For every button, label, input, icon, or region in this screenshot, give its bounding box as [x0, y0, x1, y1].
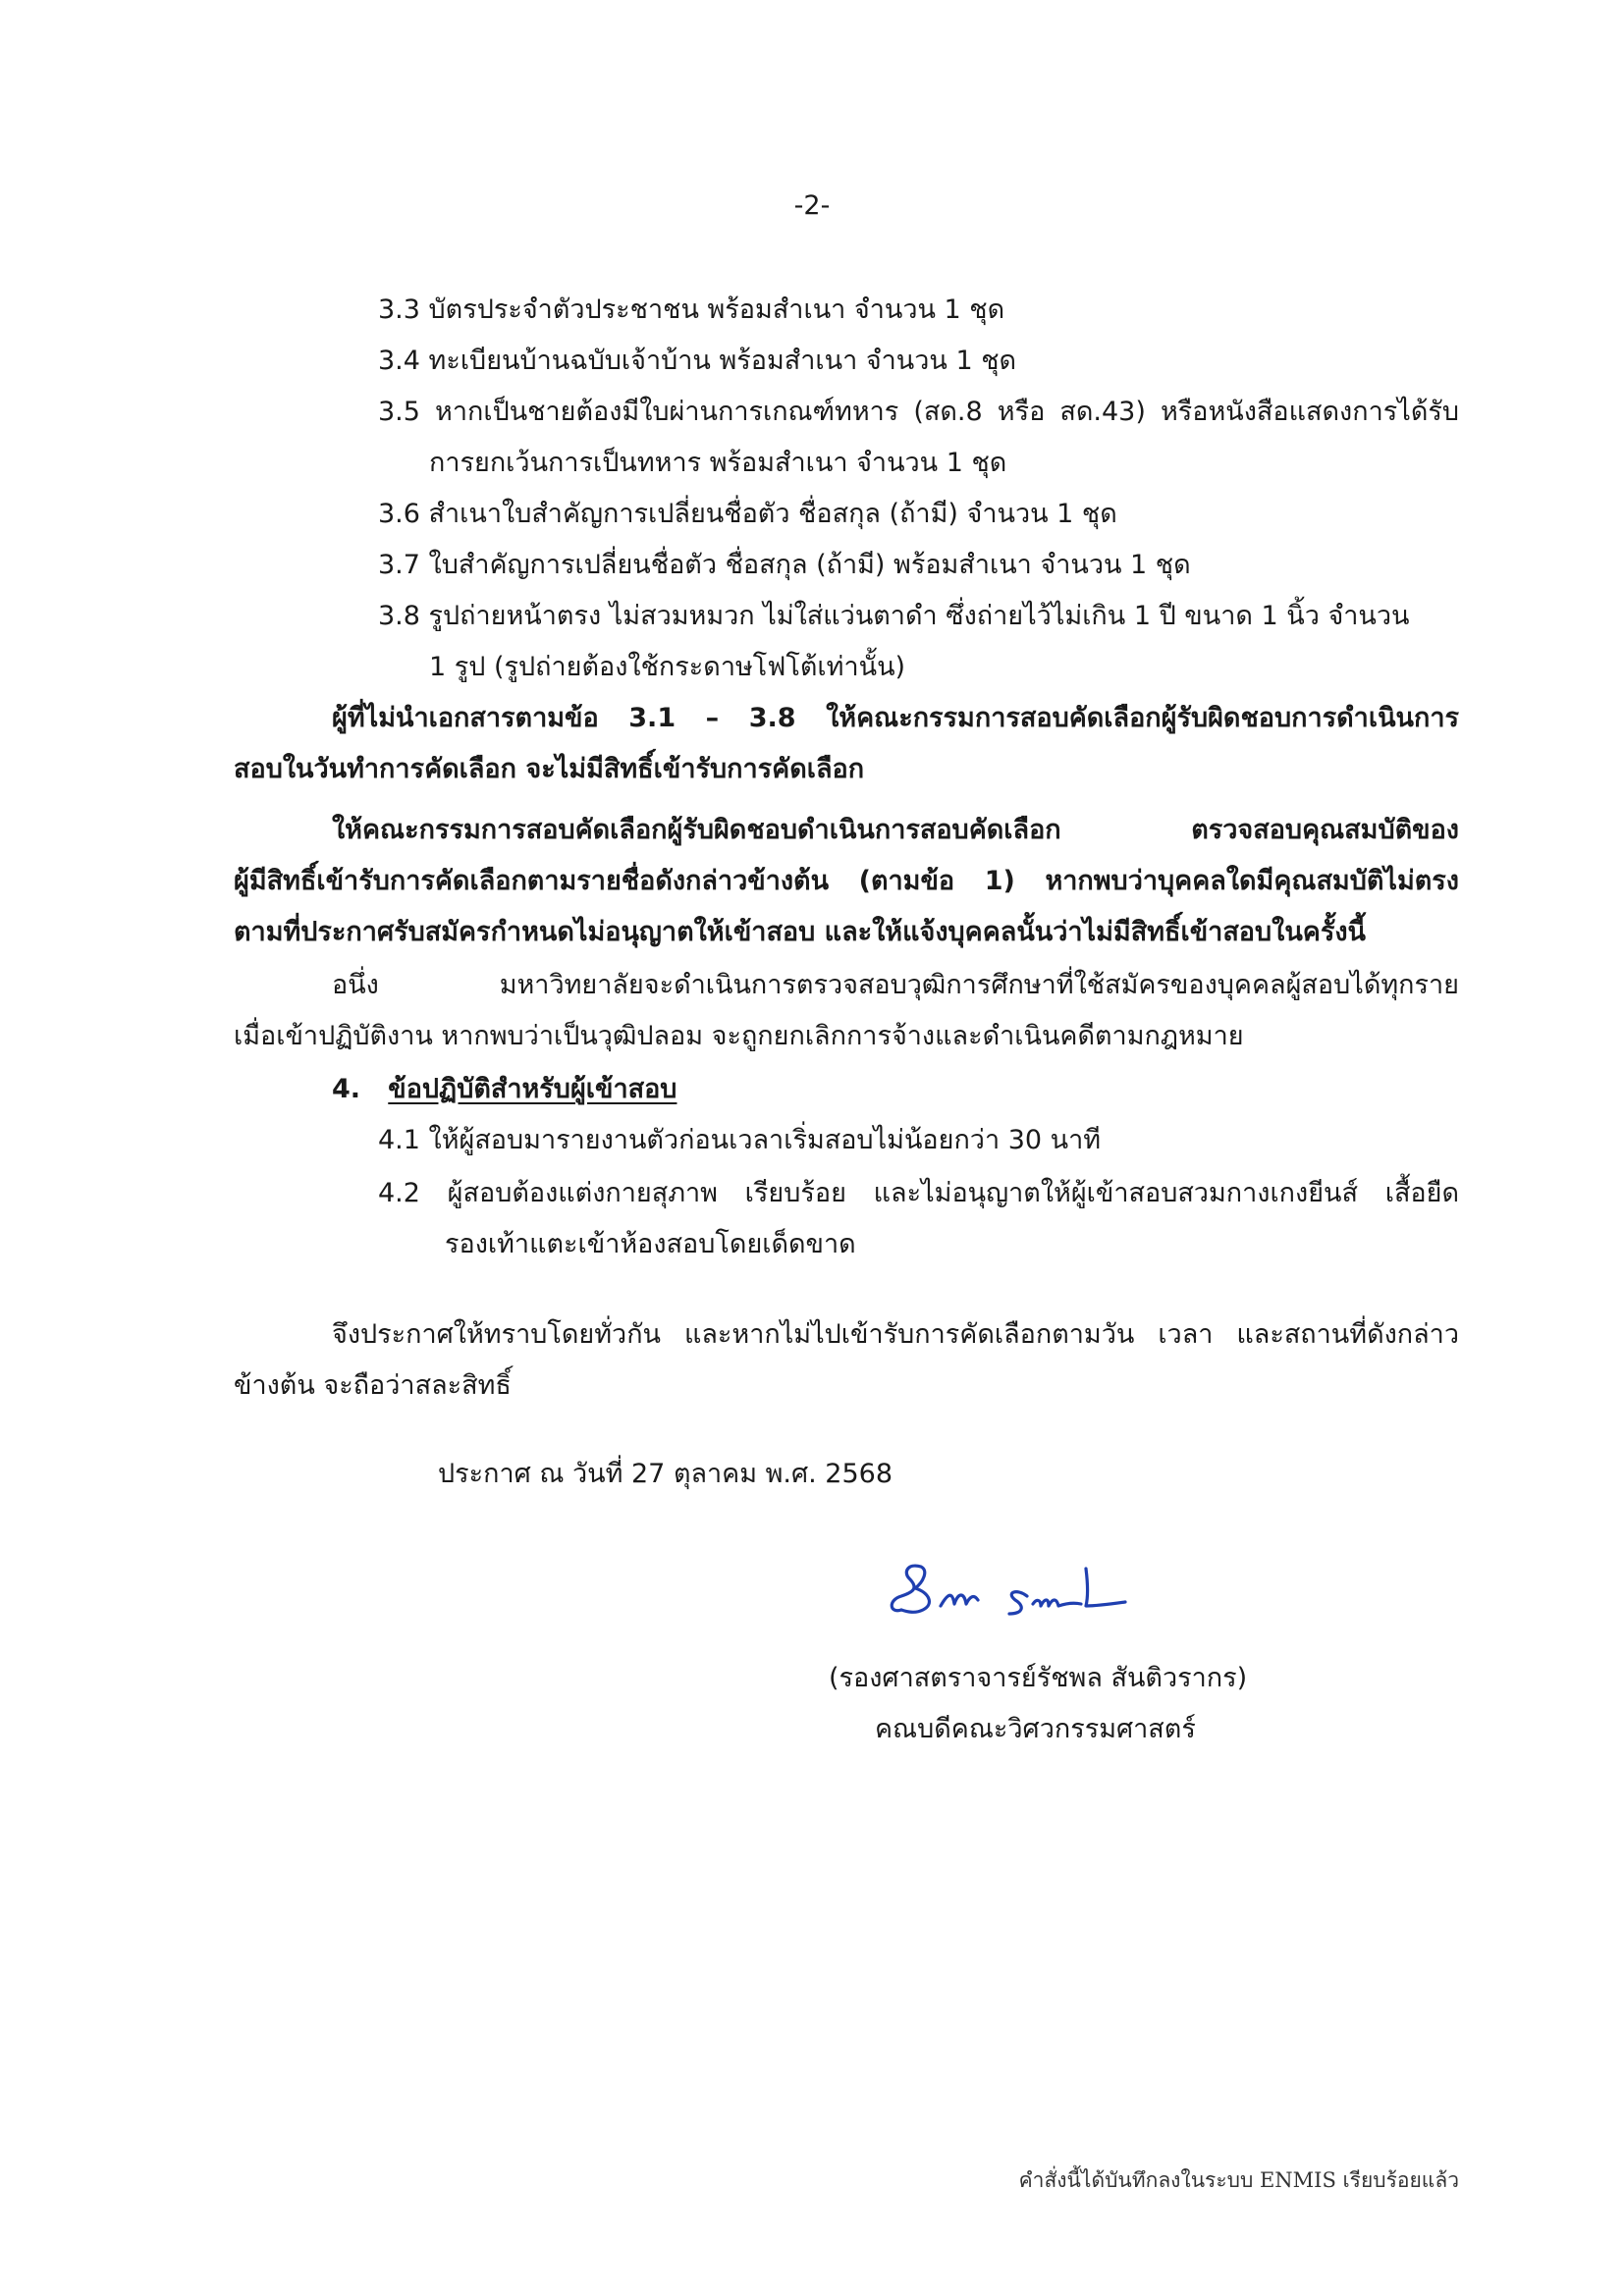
section-4-heading — [332, 1070, 677, 1109]
bold-paragraph-1-line-2: สอบในวันทำการคัดเลือก จะไม่มีสิทธิ์เข้ารับการคัดเลือก — [234, 754, 865, 784]
footer-note: คำสั่งนี้ได้บันทึกลงในระบบ ENMIS เรียบร้อยแล้ว — [1018, 2168, 1459, 2192]
signature-image — [880, 1549, 1174, 1637]
item-4-1: 4.1 ให้ผู้สอบมารายงานตัวก่อนเวลาเริ่มสอบไม่น้อยกว่า 30 นาที — [378, 1125, 1102, 1155]
section-4-number: 4. — [332, 1074, 361, 1104]
item-4-2: 4.2 ผู้สอบต้องแต่งกายสุภาพ เรียบร้อย และไม่อนุญาตให้ผู้เข้าสอบสวมกางเกงยีนส์ เสื้อยืด — [378, 1178, 1459, 1208]
paragraph-3-line-1: อนึ่ง มหาวิทยาลัยจะดำเนินการตรวจสอบวุฒิการศึกษาที่ใช้สมัครของบุคคลผู้สอบได้ทุกราย — [332, 970, 1459, 1000]
bold-paragraph-2-line-2: ผู้มีสิทธิ์เข้ารับการคัดเลือกตามรายชื่อดังกล่าวข้างต้น (ตามข้อ 1) หากพบว่าบุคคลใดมีคุณสมบัติไม่ตรง — [234, 866, 1459, 896]
signer-title: คณบดีคณะวิศวกรรมศาสตร์ — [875, 1714, 1196, 1744]
item-4-2-cont: รองเท้าแตะเข้าห้องสอบโดยเด็ดขาด — [445, 1229, 856, 1259]
item-3-5: 3.5 หากเป็นชายต้องมีใบผ่านการเกณฑ์ทหาร (สด.8 หรือ สด.43) หรือหนังสือแสดงการได้รับ — [378, 397, 1459, 427]
bold-paragraph-1-line-1: ผู้ที่ไม่นำเอกสารตามข้อ 3.1 – 3.8 ให้คณะกรรมการสอบคัดเลือกผู้รับผิดชอบการดำเนินการ — [332, 703, 1459, 733]
item-3-5-cont: การยกเว้นการเป็นทหาร พร้อมสำเนา จำนวน 1 ชุด — [429, 448, 1007, 478]
item-3-7: 3.7 ใบสำคัญการเปลี่ยนชื่อตัว ชื่อสกุล (ถ้ามี) พร้อมสำเนา จำนวน 1 ชุด — [378, 550, 1191, 580]
closing-line-2: ข้างต้น จะถือว่าสละสิทธิ์ — [234, 1370, 512, 1401]
item-3-3: 3.3 บัตรประจำตัวประชาชน พร้อมสำเนา จำนวน 1 ชุด — [378, 294, 1005, 325]
signer-name: (รองศาสตราจารย์รัชพล สันติวรากร) — [829, 1663, 1248, 1693]
closing-line-1: จึงประกาศให้ทราบโดยทั่วกัน และหากไม่ไปเข้ารับการคัดเลือกตามวัน เวลา และสถานที่ดังกล่าว — [332, 1319, 1459, 1350]
item-3-8: 3.8 รูปถ่ายหน้าตรง ไม่สวมหมวก ไม่ใส่แว่นตาดำ ซึ่งถ่ายไว้ไม่เกิน 1 ปี ขนาด 1 นิ้ว จำนวน — [378, 601, 1410, 631]
item-3-8-cont: 1 รูป (รูปถ่ายต้องใช้กระดาษโฟโต้เท่านั้น) — [429, 652, 906, 682]
paragraph-3-line-2: เมื่อเข้าปฏิบัติงาน หากพบว่าเป็นวุฒิปลอม จะถูกยกเลิกการจ้างและดำเนินคดีตามกฎหมาย — [234, 1021, 1244, 1051]
bold-paragraph-2-line-3: ตามที่ประกาศรับสมัครกำหนดไม่อนุญาตให้เข้าสอบ และให้แจ้งบุคคลนั้นว่าไม่มีสิทธิ์เข้าสอบในครั้งนี้ — [234, 917, 1367, 947]
announce-date: ประกาศ ณ วันที่ 27 ตุลาคม พ.ศ. 2568 — [438, 1459, 893, 1489]
item-3-6: 3.6 สำเนาใบสำคัญการเปลี่ยนชื่อตัว ชื่อสกุล (ถ้ามี) จำนวน 1 ชุด — [378, 499, 1117, 529]
section-4-title: ข้อปฏิบัติสำหรับผู้เข้าสอบ — [388, 1074, 677, 1104]
bold-paragraph-2-line-1: ให้คณะกรรมการสอบคัดเลือกผู้รับผิดชอบดำเนินการสอบคัดเลือก ตรวจสอบคุณสมบัติของ — [332, 815, 1459, 845]
item-3-4: 3.4 ทะเบียนบ้านฉบับเจ้าบ้าน พร้อมสำเนา จำนวน 1 ชุด — [378, 346, 1017, 376]
page-number: -2- — [793, 190, 831, 221]
